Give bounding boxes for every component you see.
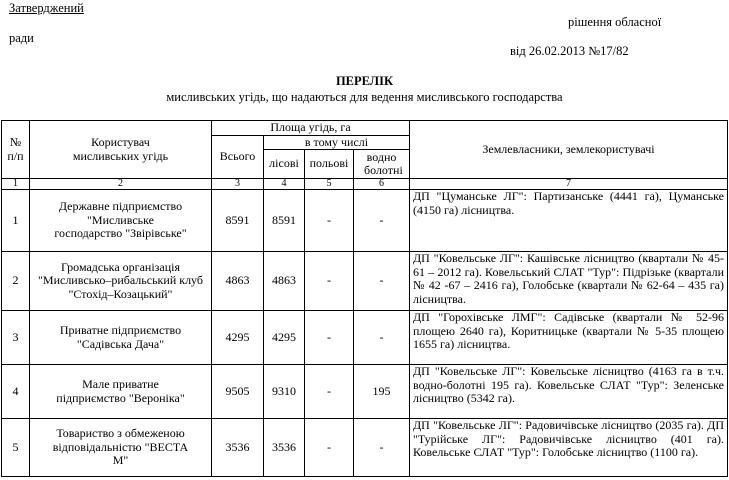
row-water: - bbox=[354, 252, 410, 311]
row-forest: 8591 bbox=[264, 190, 305, 252]
table-row bbox=[2, 252, 728, 311]
table-row bbox=[2, 311, 728, 365]
row-forest: 3536 bbox=[264, 419, 305, 477]
row-water: - bbox=[354, 311, 410, 365]
row-user: Громадська організація "Мисливсько–рибальський клуб "Стохід–Козацький" bbox=[30, 252, 212, 311]
row-number: 3 bbox=[2, 311, 30, 365]
row-number: 5 bbox=[2, 419, 30, 477]
colnum-7: 7 bbox=[410, 179, 728, 190]
row-forest: 4295 bbox=[264, 311, 305, 365]
decision-date: від 26.02.2013 №17/82 bbox=[510, 44, 629, 58]
row-user: Державне підприємство "Мисливське господарство "Звірівське" bbox=[30, 190, 212, 252]
table-row bbox=[2, 190, 728, 252]
header-forest: лісові bbox=[264, 150, 305, 179]
row-water: - bbox=[354, 190, 410, 252]
row-water: 195 bbox=[354, 365, 410, 419]
row-field: - bbox=[305, 190, 354, 252]
column-numbers-row bbox=[2, 179, 728, 190]
colnum-1: 1 bbox=[2, 179, 30, 190]
header-owners: Землевласники, землекористувачі bbox=[410, 121, 728, 179]
row-owners: ДП "Горохівське ЛМГ": Садівське (квартали № 52-96 площею 2640 га), Коритницьке (квартали № 5-35 площею 1655 га) лісництва. bbox=[410, 311, 728, 365]
table-row bbox=[2, 365, 728, 419]
row-forest: 4863 bbox=[264, 252, 305, 311]
row-field: - bbox=[305, 365, 354, 419]
header-water: водно болотні bbox=[354, 150, 410, 179]
header-total: Всього bbox=[212, 135, 264, 179]
approved-label: Затверджений bbox=[9, 1, 84, 15]
row-water: - bbox=[354, 419, 410, 477]
table-row bbox=[2, 419, 728, 477]
row-total: 4295 bbox=[212, 311, 264, 365]
row-total: 9505 bbox=[212, 365, 264, 419]
row-owners: ДП "Ковельське ЛГ": Радовичівське лісництво (2035 га). ДП "Турійське ЛГ": Радовичівське лісництво (401 га). Ковельське СЛАТ "Тур": Голобське лісництво (1100 га). bbox=[410, 419, 728, 477]
colnum-6: 6 bbox=[354, 179, 410, 190]
header-incl: в тому числі bbox=[264, 135, 410, 150]
row-owners: ДП "Цуманське ЛГ": Партизанське (4441 га), Цуманське (4150 га) лісництва. bbox=[410, 190, 728, 252]
hunting-grounds-table bbox=[1, 120, 728, 477]
header-area: Площа угідь, га bbox=[212, 121, 410, 136]
row-forest: 9310 bbox=[264, 365, 305, 419]
document-title: ПЕРЕЛІК bbox=[335, 74, 394, 88]
row-user: Мале приватне підприємство "Вероніка" bbox=[30, 365, 212, 419]
council-label: ради bbox=[9, 31, 34, 45]
decision-label: рішення обласної bbox=[568, 15, 662, 29]
document-subtitle: мисливських угідь, що надаються для ведення мисливського господарства bbox=[166, 90, 563, 104]
colnum-3: 3 bbox=[212, 179, 264, 190]
row-owners: ДП "Ковельське ЛГ": Ковельське лісництво (4163 га в т.ч. водно-болотні 195 га). Ковельське СЛАТ "Тур": Зеленське лісництво (5342 га). bbox=[410, 365, 728, 419]
row-number: 1 bbox=[2, 190, 30, 252]
header-no: № п/п bbox=[2, 121, 30, 179]
row-field: - bbox=[305, 252, 354, 311]
row-field: - bbox=[305, 419, 354, 477]
row-number: 2 bbox=[2, 252, 30, 311]
row-owners: ДП "Ковельське ЛГ": Кашівське лісництво (квартали № 45-61 – 2012 га). Ковельський СЛАТ "Тур": Підрізьке (квартали № 42 -67 – 2416 га), Голобське (квартали № 62-64 – 435 га) лісництва. bbox=[410, 252, 728, 311]
colnum-4: 4 bbox=[264, 179, 305, 190]
row-total: 8591 bbox=[212, 190, 264, 252]
colnum-2: 2 bbox=[30, 179, 212, 190]
row-user: Товариство з обмеженою відповідальністю "ВЕСТА М" bbox=[30, 419, 212, 477]
header-field: польові bbox=[305, 150, 354, 179]
header-row-1 bbox=[2, 121, 728, 136]
row-field: - bbox=[305, 311, 354, 365]
header-user: Користувач мисливських угідь bbox=[30, 121, 212, 179]
row-user: Приватне підприємство "Садівська Дача" bbox=[30, 311, 212, 365]
row-number: 4 bbox=[2, 365, 30, 419]
row-total: 3536 bbox=[212, 419, 264, 477]
colnum-5: 5 bbox=[305, 179, 354, 190]
row-total: 4863 bbox=[212, 252, 264, 311]
